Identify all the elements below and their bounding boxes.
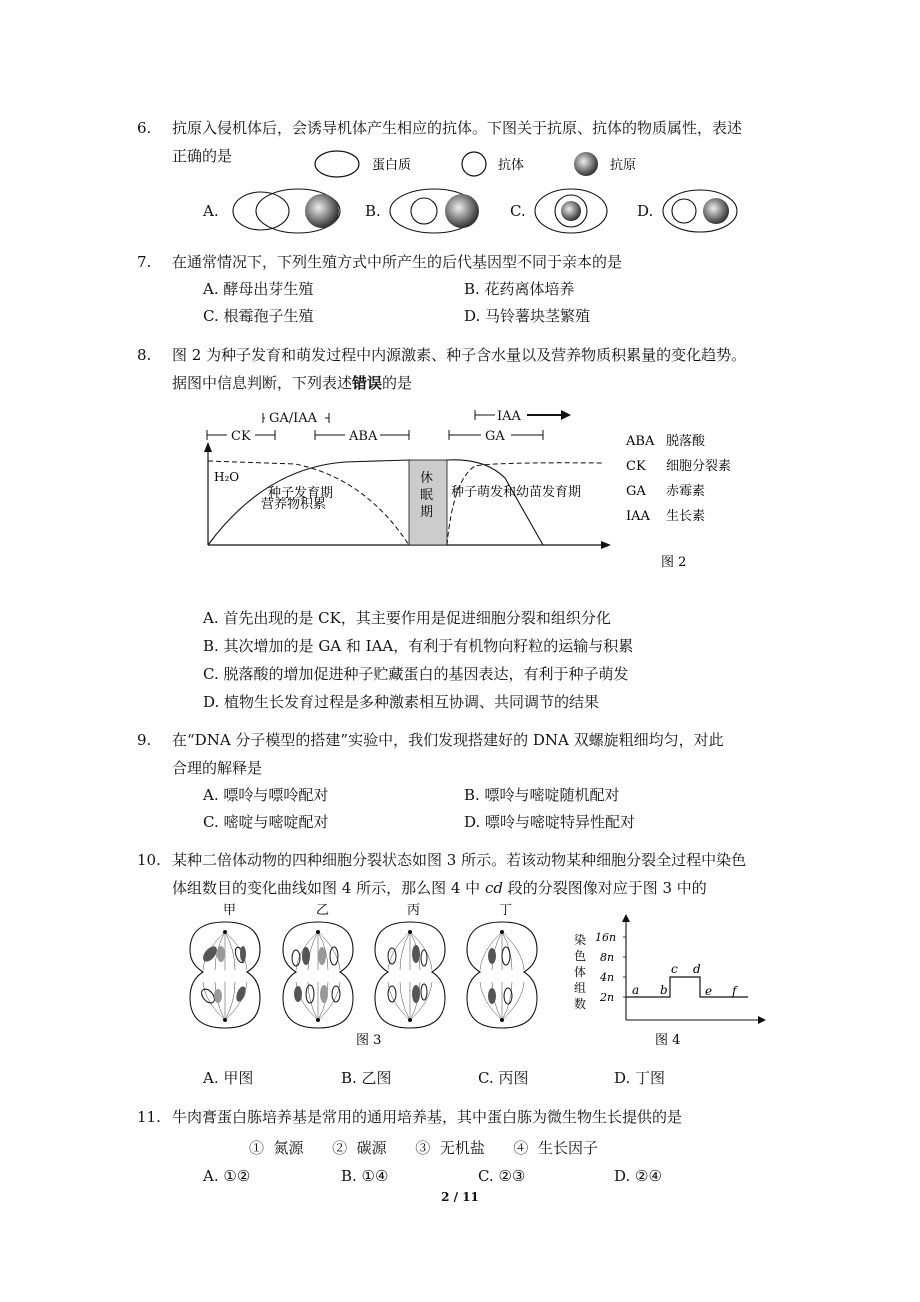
q11-option-c: C. ②③ [478, 1167, 526, 1185]
antibody-legend-icon [462, 152, 486, 176]
q11-items: ① 氮源 ② 碳源 ③ 无机盐 ④ 生长因子 [249, 1139, 598, 1157]
fig4-point-f: f [732, 984, 737, 998]
q7-option-b: B. 花药离体培养 [464, 280, 575, 298]
cell-jia [190, 922, 260, 1028]
q9-option-d: D. 嘌呤与嘧啶特异性配对 [464, 813, 636, 831]
fig2-legend-iaa-name: 生长素 [666, 509, 706, 524]
fig4-ylabel-2: 色 [574, 949, 587, 963]
q10-stem-line1: 某种二倍体动物的四种细胞分裂状态如图 3 所示。若该动物某种细胞分裂全过程中染色 [172, 851, 747, 869]
q7-option-c: C. 根霉孢子生殖 [203, 307, 314, 325]
q6-legend [300, 145, 660, 181]
q9-stem-line2: 合理的解释是 [172, 759, 263, 777]
q7-option-a: A. 酵母出芽生殖 [203, 280, 314, 298]
q11-option-b: B. ①④ [341, 1167, 389, 1185]
fig4-point-d: d [693, 962, 701, 976]
fig4-ytick-2n: 2n [600, 991, 615, 1004]
figure-3 [185, 902, 560, 1050]
legend-antibody-label: 抗体 [498, 158, 525, 173]
q10-option-b: B. 乙图 [341, 1069, 392, 1087]
q9-stem-line1: 在“DNA 分子模型的搭建”实验中，我们发现搭建好的 DNA 双螺旋粗细均匀，对此 [172, 731, 724, 749]
fig2-label-aba: ABA [349, 429, 378, 444]
fig2-dormancy-1: 休 [420, 471, 434, 486]
fig2-legend-ck-name: 细胞分裂素 [666, 459, 732, 474]
legend-antigen-label: 抗原 [610, 158, 637, 173]
q6-option-c: C. [510, 202, 526, 220]
fig3-label-ding: 丁 [499, 903, 513, 918]
nutrient-curve-2 [447, 460, 543, 545]
q10-number: 10. [137, 851, 161, 869]
fig3-label-bing: 丙 [407, 903, 421, 918]
cell-ding [467, 922, 537, 1028]
legend-protein-label: 蛋白质 [372, 158, 412, 173]
fig4-caption: 图 4 [655, 1033, 681, 1048]
q6-diagram-d [660, 186, 745, 236]
q10-option-a: A. 甲图 [203, 1069, 254, 1087]
fig4-curve [626, 977, 748, 997]
fig4-point-b: b [660, 983, 668, 997]
fig4-ytick-8n: 8n [600, 951, 615, 964]
fig2-legend-ga-abbr: GA [626, 484, 646, 499]
q10-option-d: D. 丁图 [614, 1069, 666, 1087]
fig2-legend-ga-name: 赤霉素 [666, 484, 706, 499]
fig4-point-a: a [632, 983, 640, 997]
q9-option-a: A. 嘌呤与嘌呤配对 [203, 786, 329, 804]
fig2-label-iaa: IAA [497, 409, 521, 424]
q10-stem-line2: 体组数目的变化曲线如图 4 所示，那么图 4 中 cd 段的分裂图像对应于图 3 中的 [172, 879, 707, 897]
fig2-caption: 图 2 [661, 555, 687, 570]
fig4-point-c: c [671, 962, 678, 976]
fig4-ylabel-5: 数 [574, 997, 587, 1011]
q10-option-c: C. 丙图 [478, 1069, 529, 1087]
fig4-ylabel-1: 染 [574, 933, 587, 947]
q9-number: 9. [137, 731, 152, 749]
q11-option-a: A. ①② [203, 1167, 251, 1185]
q6-stem-line1: 抗原入侵机体后，会诱导机体产生相应的抗体。下图关于抗原、抗体的物质属性，表述 [172, 119, 743, 137]
q6-stem-line2: 正确的是 [172, 147, 233, 165]
fig4-point-e: e [705, 984, 713, 998]
fig2-seed-dev: 种子发育期 [268, 486, 334, 501]
q8-option-d: D. 植物生长发育过程是多种激素相互协调、共同调节的结果 [203, 693, 600, 711]
q6-number: 6. [137, 119, 152, 137]
fig2-dormancy-2: 眠 [420, 488, 434, 503]
fig2-legend-aba-name: 脱落酸 [666, 434, 706, 449]
q8-option-c: C. 脱落酸的增加促进种子贮藏蛋白的基因表达，有利于种子萌发 [203, 665, 629, 683]
fig4-ytick-16n: 16n [595, 931, 617, 944]
fig2-label-ga-iaa: GA/IAA [269, 411, 318, 426]
antigen-legend-icon [574, 152, 598, 176]
q11-stem: 牛肉膏蛋白胨培养基是常用的通用培养基，其中蛋白胨为微生物生长提供的是 [172, 1108, 683, 1126]
h2o-curve-2 [447, 463, 603, 545]
cell-bing [375, 922, 445, 1028]
q9-option-b: B. 嘌呤与嘧啶随机配对 [464, 786, 620, 804]
q8-option-a: A. 首先出现的是 CK，其主要作用是促进细胞分裂和组织分化 [203, 609, 611, 627]
q11-number: 11. [137, 1108, 161, 1126]
fig4-ylabel-4: 组 [574, 981, 587, 995]
q7-number: 7. [137, 253, 152, 271]
fig2-germination: 种子萌发和幼苗发育期 [451, 485, 582, 500]
q7-stem: 在通常情况下，下列生殖方式中所产生的后代基因型不同于亲本的是 [172, 253, 623, 271]
figure-4 [570, 908, 770, 1050]
fig4-ytick-4n: 4n [600, 971, 615, 984]
q11-option-d: D. ②④ [614, 1167, 662, 1185]
q6-option-b: B. [365, 202, 381, 220]
fig4-ylabel-3: 体 [574, 965, 587, 979]
fig2-label-ck: CK [231, 429, 251, 444]
protein-legend-icon [315, 151, 359, 177]
q7-option-d: D. 马铃薯块茎繁殖 [464, 307, 591, 325]
q6-diagram-a [228, 186, 343, 236]
q9-option-c: C. 嘧啶与嘧啶配对 [203, 813, 329, 831]
fig2-dormancy-3: 期 [420, 505, 434, 520]
page-number: 2 / 11 [441, 1190, 479, 1204]
fig3-label-jia: 甲 [223, 903, 237, 918]
fig2-legend-ck-abbr: CK [626, 459, 646, 474]
fig2-nutrient: 营养物积累 [261, 497, 327, 512]
q8-number: 8. [137, 346, 152, 364]
q8-stem-line2: 据图中信息判断，下列表述错误的是 [172, 374, 413, 392]
fig2-label-ga: GA [485, 429, 505, 444]
q6-diagram-c [531, 186, 616, 236]
fig3-label-yi: 乙 [316, 903, 330, 918]
fig2-h2o: H₂O [214, 470, 240, 484]
fig2-legend-aba-abbr: ABA [626, 434, 655, 449]
figure-2 [195, 398, 735, 578]
fig3-caption: 图 3 [356, 1033, 382, 1048]
fig2-legend-iaa-abbr: IAA [626, 509, 650, 524]
q8-stem-line1: 图 2 为种子发育和萌发过程中内源激素、种子含水量以及营养物质积累量的变化趋势。 [172, 346, 747, 364]
q6-option-a: A. [203, 202, 219, 220]
q6-diagram-b [386, 186, 486, 236]
cell-yi [283, 922, 353, 1028]
q8-option-b: B. 其次增加的是 GA 和 IAA，有利于有机物向籽粒的运输与积累 [203, 637, 634, 655]
q6-option-d: D. [637, 202, 654, 220]
